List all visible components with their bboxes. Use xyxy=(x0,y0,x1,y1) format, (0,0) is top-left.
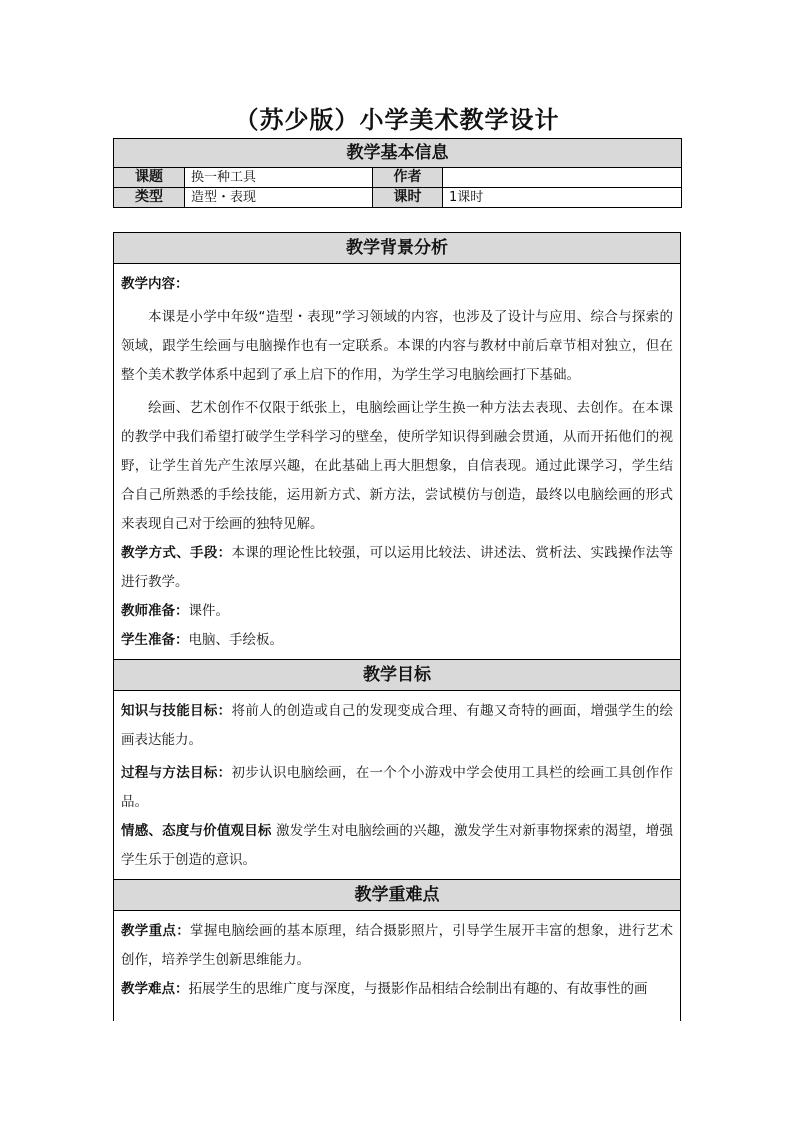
goal-knowledge-text: 将前人的创造或自己的发现变成合理、有趣又奇特的画面，增强学生的绘画表达能力。 xyxy=(121,703,674,748)
goal-emotion-text: 激发学生对电脑绘画的兴趣，激发学生对新事物探索的渴望，增强学生乐于创造的意识。 xyxy=(121,823,674,868)
difficulty-line xyxy=(121,975,673,1004)
type-label: 类型 xyxy=(114,188,185,208)
student-prep-line xyxy=(121,626,673,655)
background-section xyxy=(114,264,680,659)
goal-knowledge-label: 知识与技能目标： xyxy=(121,703,232,719)
type-value: 造型・表现 xyxy=(185,188,373,208)
goal-process xyxy=(121,759,673,817)
teacher-prep-label: 教师准备： xyxy=(121,603,189,619)
content-paragraph-1: 本课是小学中年级“造型・表现”学习领域的内容，也涉及了设计与应用、综合与探索的领域，跟学生绘画与电脑操作也有一定联系。本课的内容与教材中前后章节相对独立，但在整个美术教学体系中起到了承上启下的作用，为学生学习电脑绘画打下基础。 xyxy=(121,309,673,383)
topic-label: 课题 xyxy=(114,168,185,188)
focus-label: 教学重点： xyxy=(121,923,191,939)
student-prep-text: 电脑、手绘板。 xyxy=(188,632,283,648)
student-prep-label: 学生准备： xyxy=(121,632,189,648)
hours-label: 课时 xyxy=(373,188,443,208)
method-line xyxy=(121,539,673,597)
focus-line xyxy=(121,917,673,975)
goal-process-label: 过程与方法目标： xyxy=(121,765,232,781)
background-header: 教学背景分析 xyxy=(114,233,680,264)
goals-section xyxy=(114,691,680,879)
design-body xyxy=(113,232,681,1021)
key-points-section xyxy=(114,911,680,1008)
focus-text: 掌握电脑绘画的基本原理，结合摄影照片，引导学生展开丰富的想象，进行艺术创作，培养学生创新思维能力。 xyxy=(121,923,674,968)
goal-process-text: 初步认识电脑绘画，在一个个小游戏中学会使用工具栏的绘画工具创作作品。 xyxy=(121,765,674,810)
page-title: （苏少版）小学美术教学设计 xyxy=(234,105,560,134)
content-paragraph-2: 绘画、艺术创作不仅限于纸张上，电脑绘画让学生换一种方法去表现、去创作。在本课的教学中我们希望打破学生学科学习的壁垒，使所学知识得到融会贯通，从而开拓他们的视野，让学生首先产生浓厚兴趣，在此基础上再大胆想象，自信表现。通过此课学习，学生结合自己所熟悉的手绘技能，运用新方式、新方法，尝试模仿与创造，最终以电脑绘画的形式来表现自己对于绘画的独特见解。 xyxy=(121,400,673,532)
basic-info-table xyxy=(113,138,682,208)
author-label: 作者 xyxy=(373,168,443,188)
hours-value: 1课时 xyxy=(443,188,682,208)
basic-info-header: 教学基本信息 xyxy=(114,139,682,168)
table-row xyxy=(114,188,682,208)
teacher-prep-line xyxy=(121,597,673,626)
goal-knowledge xyxy=(121,697,673,755)
method-text: 本课的理论性比较强，可以运用比较法、讲述法、赏析法、实践操作法等进行教学。 xyxy=(121,545,674,590)
goal-emotion xyxy=(121,817,673,875)
goal-emotion-label: 情感、态度与价值观目标 xyxy=(121,823,272,839)
teacher-prep-text: 课件。 xyxy=(188,603,229,619)
goals-header: 教学目标 xyxy=(114,659,680,691)
table-row xyxy=(114,168,682,188)
topic-value: 换一种工具 xyxy=(185,168,373,188)
difficulty-text: 拓展学生的思维广度与深度，与摄影作品相结合绘制出有趣的、有故事性的画 xyxy=(188,981,648,997)
key-points-header: 教学重难点 xyxy=(114,879,680,911)
content-label: 教学内容： xyxy=(121,276,189,292)
difficulty-label: 教学难点： xyxy=(121,981,189,997)
author-value xyxy=(443,168,682,188)
method-label: 教学方式、手段： xyxy=(121,545,232,561)
